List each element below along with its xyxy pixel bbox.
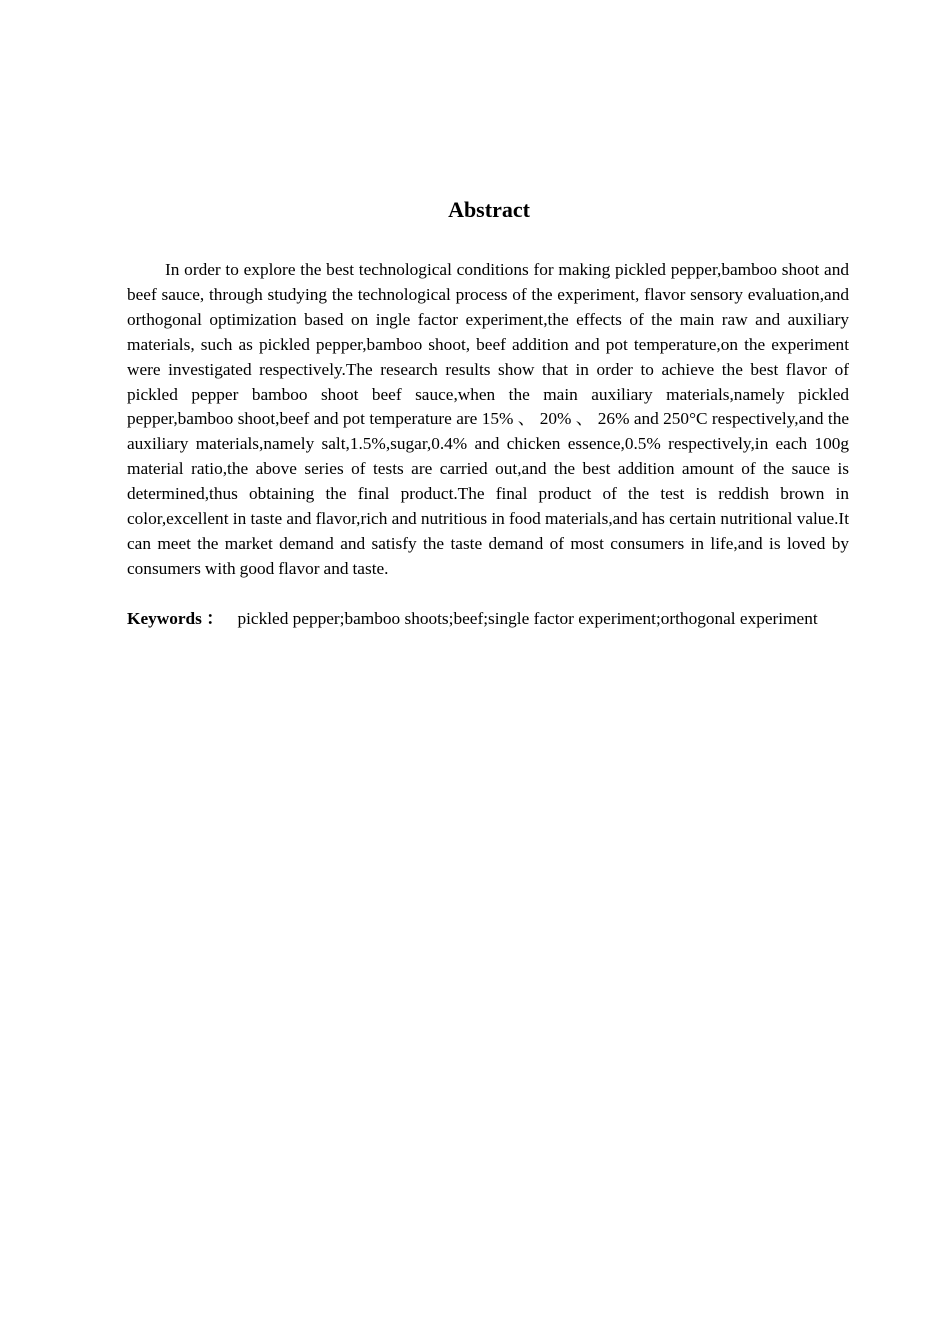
abstract-body: In order to explore the best technological conditions for making pickled pepper,bamboo shoot and beef sauce, through studying the technological process of the experiment, flavor sensory evaluation,and orthogonal optimization based on ingle factor experiment,the effects of the main raw and auxiliary materials, such as pickled pepper,bamboo shoot, beef addition and pot temperature,on the experiment were investigated respectively.The research results show that in order to achieve the best flavor of pickled pepper bamboo shoot beef sauce,when the main auxiliary materials,namely pickled pepper,bamboo shoot,beef and pot temperature are 15% 、 20% 、 26% and 250°C respectively,and the auxiliary materials,namely salt,1.5%,sugar,0.4% and chicken essence,0.5% respectively,in each 100g material ratio,the above series of tests are carried out,and the best addition amount of the sauce is determined,thus obtaining the final product.The final product of the test is reddish brown in color,excellent in taste and flavor,rich and nutritious in food materials,and has certain nutritional value.It can meet the market demand and satisfy the taste demand of most consumers in life,and is loved by consumers with good flavor and taste. [127, 260, 849, 578]
keywords-paragraph [127, 607, 849, 632]
keywords-list: pickled pepper;bamboo shoots;beef;single factor experiment;orthogonal experiment [237, 609, 818, 628]
abstract-title: Abstract [448, 197, 530, 222]
keywords-label: Keywords ： [127, 609, 224, 628]
